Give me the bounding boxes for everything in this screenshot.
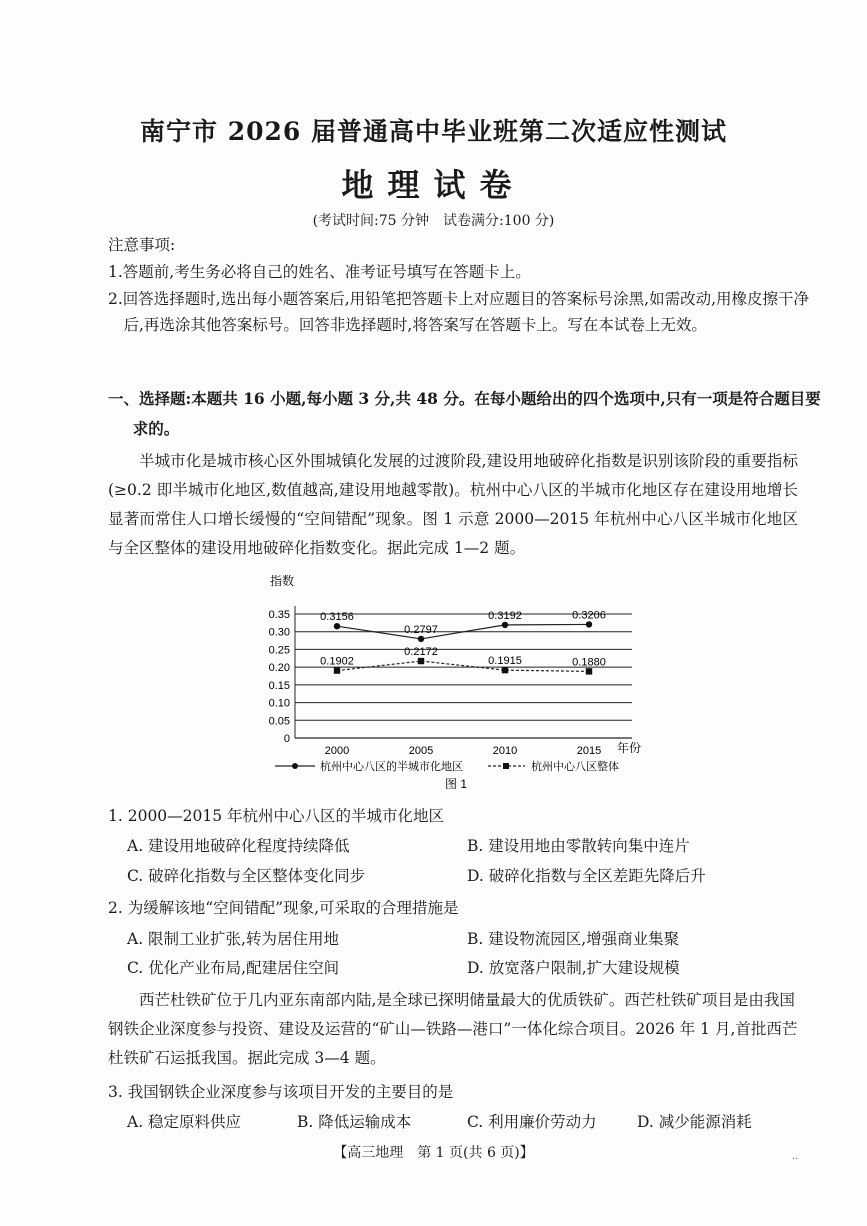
series-line-2 (337, 661, 589, 671)
figure-caption: 图 1 (445, 777, 468, 791)
note-item-2: 2.回答选择题时,选出每小题答案后,用铅笔把答题卡上对应题目的答案标号涂黑,如需改动,用橡皮擦干净后,再选涂其他答案标号。回答非选择题时,将答案写在答题卡上。写在本试卷上无效。 (108, 290, 809, 334)
q3-option-d: D. 减少能源消耗 (637, 1113, 752, 1131)
data-label: 0.2172 (404, 646, 438, 659)
data-label: 0.3192 (488, 609, 522, 622)
data-point (418, 636, 424, 642)
data-label: 0.2797 (404, 623, 438, 636)
q2-option-b: B. 建设物流园区,增强商业集聚 (467, 930, 680, 948)
data-point (502, 667, 508, 673)
data-point (418, 658, 424, 664)
y-tick-label: 0.05 (268, 715, 290, 728)
legend-marker-2 (503, 763, 509, 769)
data-point (586, 668, 592, 674)
note-item-1: 1.答题前,考生务必将自己的姓名、准考证号填写在答题卡上。 (108, 263, 531, 281)
data-point (334, 667, 340, 673)
q3-option-b: B. 降低运输成本 (297, 1113, 412, 1131)
y-tick-label: 0.10 (268, 697, 290, 710)
question-2-stem: 2. 为缓解该地“空间错配”现象,可采取的合理措施是 (108, 899, 459, 917)
question-3-stem: 3. 我国钢铁企业深度参与该项目开发的主要目的是 (108, 1083, 454, 1101)
q2-option-a: A. 限制工业扩张,转为居住用地 (127, 930, 339, 948)
y-tick-label: 0.30 (268, 626, 290, 639)
legend-label-2: 杭州中心八区整体 (531, 761, 619, 773)
intro-paragraph-1: 半城市化是城市核心区外围城镇化发展的过渡阶段,建设用地破碎化指数是识别该阶段的重要指标(≥0.2 即半城市化地区,数值越高,建设用地越零散)。杭州中心八区的半城市化地区存在建设用地增长显著而常住人口增长缓慢的“空间错配”现象。图 1 示意 2000—2015 年杭州中心八区半城市化地区与全区整体的建设用地破碎化指数变化。据此完成 1—2 题。 (108, 452, 798, 557)
legend-label-1: 杭州中心八区的半城市化地区 (320, 761, 463, 773)
y-axis-label: 指数 (270, 574, 295, 588)
q2-option-d: D. 放宽落户限制,扩大建设规模 (467, 959, 680, 977)
q3-option-a: A. 稳定原料供应 (127, 1113, 242, 1131)
y-tick-label: 0 (283, 733, 290, 745)
q1-option-c: C. 破碎化指数与全区整体变化同步 (127, 867, 366, 885)
data-point (502, 622, 508, 628)
y-tick-label: 0.25 (268, 644, 290, 657)
y-tick-label: 0.35 (268, 609, 290, 621)
x-tick-label: 2010 (492, 745, 518, 757)
y-tick-label: 0.15 (268, 679, 290, 692)
q1-option-b: B. 建设用地由零散转向集中连片 (467, 837, 690, 855)
data-label: 0.1915 (488, 655, 522, 668)
q1-option-a: A. 建设用地破碎化程度持续降低 (127, 837, 350, 855)
exam-info: (考试时间:75 分钟 试卷满分:100 分) (312, 213, 555, 229)
x-tick-label: 2015 (576, 745, 602, 757)
q2-option-c: C. 优化产业布局,配建居住空间 (127, 959, 340, 977)
x-axis-label: 年份 (617, 741, 642, 755)
figure-1-chart (240, 572, 660, 798)
subject-title: 地理试卷 (341, 166, 526, 204)
data-label: 0.3206 (572, 609, 606, 622)
corner-mark: ·· (792, 1154, 799, 1165)
legend-marker-1 (292, 763, 298, 769)
question-1-stem: 1. 2000—2015 年杭州中心八区的半城市化地区 (108, 807, 445, 825)
notes-heading: 注意事项: (108, 236, 176, 254)
q3-option-c: C. 利用廉价劳动力 (467, 1113, 597, 1131)
data-label: 0.1880 (572, 656, 606, 669)
page-footer: 【高三地理 第 1 页(共 6 页)】 (333, 1145, 534, 1161)
q1-option-d: D. 破碎化指数与全区差距先降后升 (467, 867, 706, 885)
data-label: 0.1902 (320, 655, 354, 668)
intro-paragraph-2: 西芒杜铁矿位于几内亚东南部内陆,是全球已探明储量最大的优质铁矿。西芒杜铁矿项目是由我国钢铁企业深度参与投资、建设及运营的“矿山—铁路—港口”一体化综合项目。2026 年 1 月,首批西芒杜铁矿石运抵我国。据此完成 3—4 题。 (108, 991, 798, 1067)
data-label: 0.3156 (320, 611, 354, 624)
x-tick-label: 2000 (324, 745, 350, 757)
data-point (334, 623, 340, 629)
x-tick-label: 2005 (408, 745, 434, 757)
section-heading: 一、选择题:本题共 16 小题,每小题 3 分,共 48 分。在每小题给出的四个选项中,只有一项是符合题目要求的。 (108, 389, 821, 438)
y-tick-label: 0.20 (268, 662, 290, 675)
data-point (586, 621, 592, 627)
exam-title: 南宁市 2026 届普通高中毕业班第二次适应性测试 (140, 117, 727, 146)
